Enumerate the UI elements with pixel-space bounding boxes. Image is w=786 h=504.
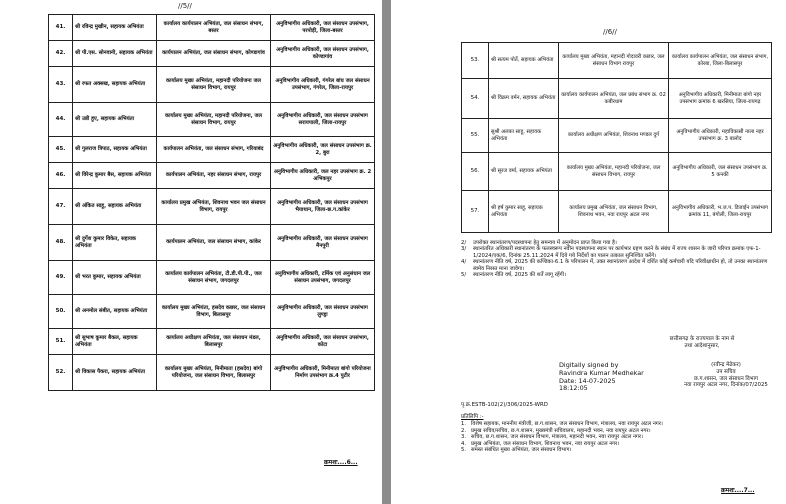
order-line-1: छत्तीसगढ़ के राज्यपाल के नाम से <box>669 336 735 342</box>
row-number: 47. <box>49 189 73 225</box>
posted-office: अनुविभागीय अधिकारी, जल संसाधन उपसंभाग, कोण्डागांव <box>271 41 375 67</box>
clause-number: 5/ <box>461 272 467 279</box>
row-number: 50. <box>49 295 73 329</box>
row-number: 41. <box>49 15 73 41</box>
officer-name: श्री अनमोल संबीत, सहायक अभियंता <box>73 295 157 329</box>
transfer-table-left <box>48 14 375 391</box>
table-row <box>462 191 772 233</box>
clause-text: स्थानांतरित अधिकारी स्थानांतरण के फलस्वरूप नवीन पदस्थापना स्थान पर कार्यभार ग्रहण करने के संबंध में राज्य शासन के जारी परिपत्र क्रमांक एफ-1-1/2024/एक/6, दिनांक 25.11.2024 में दिये गये निर्देशों का पालन तत्काल सुनिश्चित करेंगे। <box>473 246 761 259</box>
officer-name: श्री रविन्द्र मुखीन, सहायक अभियंता <box>73 15 157 41</box>
copy-item-text: सचिव, छ.ग.शासन, जल संसाधन विभाग, मंत्रालय, महानदी भवन, नवा रायपुर अटल नगर। <box>471 434 644 440</box>
row-number: 45. <box>49 137 73 163</box>
officer-name: श्री हर्ष कुमार साहू, सहायक अभियंता <box>489 191 559 233</box>
table-row <box>462 43 772 79</box>
posted-office: अनुविभागीय अधिकारी, जल संसाधन उपसंभाग लुण्ड्रा <box>271 295 375 329</box>
officer-name: श्री विरेन्द्र कुमार बैस, सहायक अभियंता <box>73 163 157 189</box>
clause-number: 3/ <box>461 246 467 253</box>
officer-name: श्री सुभाष कुमार बैकल, सहायक अभियंता <box>73 329 157 355</box>
table-row <box>49 189 375 225</box>
page-number: //5// <box>178 2 192 10</box>
row-number: 56. <box>462 153 489 191</box>
copy-item-number: 4. <box>461 440 467 447</box>
table-row <box>49 163 375 189</box>
continued-note: क्रमशः....7... <box>721 487 755 494</box>
copy-list <box>461 412 773 454</box>
table-row <box>49 355 375 391</box>
current-office: कार्यालय मुख्य अभियंता, महानदी गोदावरी कछार, जल संसाधन विभाग रायपुर <box>559 43 669 79</box>
copy-heading: प्रतिलिपि :- <box>461 414 484 420</box>
copy-item-text: विशेष सहायक, माननीय मंत्रीजी, छ.ग.शासन, जल संसाधन विभाग, मंत्रालय, नवा रायपुर अटल नगर। <box>471 421 663 427</box>
officer-name: श्री सत्यम पोर्ते, सहायक अभियंता <box>489 43 559 79</box>
current-office: कार्यालय कार्यपालन अभियंता, जल संसाधन संभाग, बस्तर <box>157 15 271 41</box>
table-row <box>462 153 772 191</box>
page-number: //6// <box>603 28 617 36</box>
posted-office: अनुविभागीय अधिकारी, जल संसाधन उपसंभाग भैयाथान, जिला-छ.ग.कांकेर <box>271 189 375 225</box>
endorsement-number: पृ.क्र.ESTB-102(2)/306/2025-WRD <box>461 402 548 408</box>
governor-order <box>627 336 777 349</box>
current-office: कार्यालय अधीक्षण अभियंता, शिवनाथ मण्डल दुर्ग <box>559 119 669 153</box>
table-row <box>49 41 375 67</box>
clause-text: स्थानांतरण नीति वर्ष, 2025 की शर्तें लागू रहेंगी। <box>473 272 567 279</box>
current-office: कार्यालय मुख्य अभियंता, महानदी परियोजना, जल संसाधन विभाग, रायपुर <box>559 153 669 191</box>
table-row <box>462 119 772 153</box>
officer-name: श्री सूरज वर्मा, सहायक अभियंता <box>489 153 559 191</box>
transfer-table-right <box>461 42 772 233</box>
left-page <box>0 0 382 504</box>
right-page <box>391 0 786 504</box>
officer-name: श्री अंकित साहू, सहायक अभियंता <box>73 189 157 225</box>
officer-name: श्री गुलराज त्रिपाठ, सहायक अभियंता <box>73 137 157 163</box>
order-clauses <box>461 240 773 278</box>
officer-name: श्री उन्नी हुए, सहायक अभियंता <box>73 103 157 137</box>
current-office: कार्यालय प्रमुख अभियंता, शिवनाथ भवन जल संसाधन विभाग, रायपुर <box>157 189 271 225</box>
current-office: कार्यालय मुख्य अभियंता, महानदी परियोजना जल संसाधन विभाग, रायपुर <box>157 67 271 103</box>
copy-item-text: समस्त संबंधित मुख्य अभियंता, जल संसाधन विभाग। <box>471 447 572 453</box>
table-row <box>49 261 375 295</box>
officer-name: श्री भरत कुमार, सहायक अभियंता <box>73 261 157 295</box>
posted-office: अनुविभागीय अधिकारी, गंगरेल बांध जल संसाधन उपसंभाग, गंगरेल, जिला-रायपुर <box>271 67 375 103</box>
posted-office: अनुविभागीय अधिकारी, जल संसाधन उपसंभाग क्र. 2, बुरा <box>271 137 375 163</box>
clause-number: 2/ <box>461 240 467 246</box>
clause-item <box>461 259 773 272</box>
row-number: 42. <box>49 41 73 67</box>
table-row <box>49 67 375 103</box>
table-row <box>49 15 375 41</box>
current-office: कार्यालय मुख्य अभियंता, मिनीमाता (हसदेव) बांगो परियोजना, जल संसाधन विभाग, बिलासपुर <box>157 355 271 391</box>
digital-signature: Digitally signed by Ravindra Kumar Medhekar Date: 14-07-2025 18:12:05 <box>559 361 644 393</box>
posted-office: अनुविभागीय अधिकारी, मिनीमाता बांगो परियोजना निर्माण उपसंभाग क्र.4 पुटीर <box>271 355 375 391</box>
signatory-block: (रवीन्द्र मेढेकर) उप सचिव छ.ग.शासन, जल संसाधन विभाग नवा रायपुर अटल नगर, दिनांक/07/2025 <box>684 362 768 389</box>
posted-office: अनुविभागीय अधिकारी, जल संसाधन उपसंभाग क्र. 5 कनकी <box>669 153 772 191</box>
current-office: कार्यपालन अभियंता, जल संसाधन संभाग, कांकेर <box>157 225 271 261</box>
table-row <box>49 295 375 329</box>
posted-office: अनुविभागीय अधिकारी, जल संसाधन उपसंभाग सरायपाली, जिला-रायपुर <box>271 103 375 137</box>
posted-office: अनुविभागीय अधिकारी, महाविकासी नाला नहर उपसंभाग क्र. 3 बालोद <box>669 119 772 153</box>
clause-text: उपरोक्त स्थानांतरण/पदस्थापना हेतु समन्वय में अनुमोदन प्राप्त किया गया है। <box>473 240 617 246</box>
posted-office: अनुविभागीय अधिकारी, मिनीमाता बांगो नहर उपसंभाग क्रमांक 6 खरसिया, जिला-रायगढ़ <box>669 79 772 119</box>
row-number: 46. <box>49 163 73 189</box>
table-row <box>49 329 375 355</box>
row-number: 48. <box>49 225 73 261</box>
officer-name: श्री पी.एस. सोनवानी, सहायक अभियंता <box>73 41 157 67</box>
continued-note: क्रमशः....6... <box>324 459 358 466</box>
officer-name: श्री रफत अक्सख, सहायक अभियंता <box>73 67 157 103</box>
copy-item-text: प्रमुख अभियंता, जल संसाधन विभाग, शिवनाथ भवन, नवा रायपुर अटल नगर। <box>471 440 620 447</box>
table-row <box>49 137 375 163</box>
posted-office: अनुविभागीय अधिकारी, जल नहर उपसंभाग क्र. 2 अभिकपुर <box>271 163 375 189</box>
clause-item <box>461 246 773 259</box>
row-number: 52. <box>49 355 73 391</box>
officer-name: सुश्री अलका साहू, सहायक अभियंता <box>489 119 559 153</box>
posted-office: अनुविभागीय अधिकारी, जल संसाधन उपसंभाग, कोटा <box>271 329 375 355</box>
copy-item-number: 3. <box>461 434 467 440</box>
row-number: 57. <box>462 191 489 233</box>
clause-text: स्थानांतरण नीति वर्ष, 2025 की कण्डिका-6.1 के परिपालन में, उक्त स्थानांतरण आदेश में दर्शित कोई कर्मचारी यदि परिवीक्षाधीन हो, तो उनका स्थानांतरण स्वमेव निरस्त माना जावेगा। <box>473 259 768 272</box>
current-office: कार्यालय कार्यपालन अभियंता, टी.डी.पी.पी., जल संसाधन संभाग, जगदलपुर <box>157 261 271 295</box>
posted-office: कार्यालय कार्यपालन अभियंता, जल संसाधन संभाग, कोरबा, जिला-बिलासपुर <box>669 43 772 79</box>
row-number: 54. <box>462 79 489 119</box>
clause-item <box>461 272 773 278</box>
current-office: कार्यालय मुख्य अभियंता, महानदी परियोजना, जल संसाधन विभाग, रायपुर <box>157 103 271 137</box>
row-number: 55. <box>462 119 489 153</box>
copy-item-text: प्रमुख सचिव/सचिव, छ.ग.शासन, मुख्यमंत्री सचिवालय, महानदी भवन, नवा रायपुर अटल नगर। <box>471 427 651 434</box>
officer-name: श्री दुर्गेश कुमार विकेत, सहायक अभियंता <box>73 225 157 261</box>
current-office: कार्यपालन अभियंता, नहर संसाधन संभाग, रायपुर <box>157 163 271 189</box>
copy-item-number: 2. <box>461 427 467 434</box>
posted-office: अनुविभागीय अधिकारी, जल संसाधन उपसंभाग, परपोड़ी, जिला-बस्तर <box>271 15 375 41</box>
current-office: कार्यपालन अभियंता, जल संसाधन संभाग, कोण्डागांव <box>157 41 271 67</box>
current-office: कार्यपालन अभियंता, जल संसाधन संभाग, गरियाबंद <box>157 137 271 163</box>
copy-item-number: 5. <box>461 447 467 453</box>
table-row <box>49 103 375 137</box>
order-line-2: तथा आदेशानुसार, <box>684 342 720 349</box>
row-number: 43. <box>49 67 73 103</box>
current-office: कार्यालय प्रमुख अभियंता, जल संसाधन विभाग, शिवनाथ भवन, नवा रायपुर अटल नगर <box>559 191 669 233</box>
table-row <box>462 79 772 119</box>
officer-name: श्री विकास पैकरा, सहायक अभियंता <box>73 355 157 391</box>
clause-number: 4/ <box>461 259 467 266</box>
current-office: कार्यालय अधीक्षण अभियंता, जल संसाधन मंडल, बिलासपुर <box>157 329 271 355</box>
current-office: कार्यालय कार्यपालन अभियंता, जल प्रबंध संभाग क्र. 02 कबीरधाम <box>559 79 669 119</box>
row-number: 44. <box>49 103 73 137</box>
officer-name: श्री विक्रम वर्मन, सहायक अभियंता <box>489 79 559 119</box>
row-number: 53. <box>462 43 489 79</box>
table-row <box>49 225 375 261</box>
posted-office: अनुविभागीय अधिकारी, जल संसाधन उपसंभाग मैनपुरी <box>271 225 375 261</box>
row-number: 49. <box>49 261 73 295</box>
posted-office: अनुविभागीय अधिकारी, भ.ज.प. डिजाईन उपसंभाग क्रमांक 11, बंगोली, जिला-रायपुर <box>669 191 772 233</box>
current-office: कार्यालय मुख्य अभियंता, हसदेव कछार, जल संसाधन विभाग, बिलासपुर <box>157 295 271 329</box>
posted-office: अनुविभागीय अधिकारी, टर्मिक एवं अनुसंधान जल संसाधन उपसंभाग, जगदलपुर <box>271 261 375 295</box>
copy-item-number: 1. <box>461 421 467 427</box>
copy-item <box>461 447 773 454</box>
row-number: 51. <box>49 329 73 355</box>
